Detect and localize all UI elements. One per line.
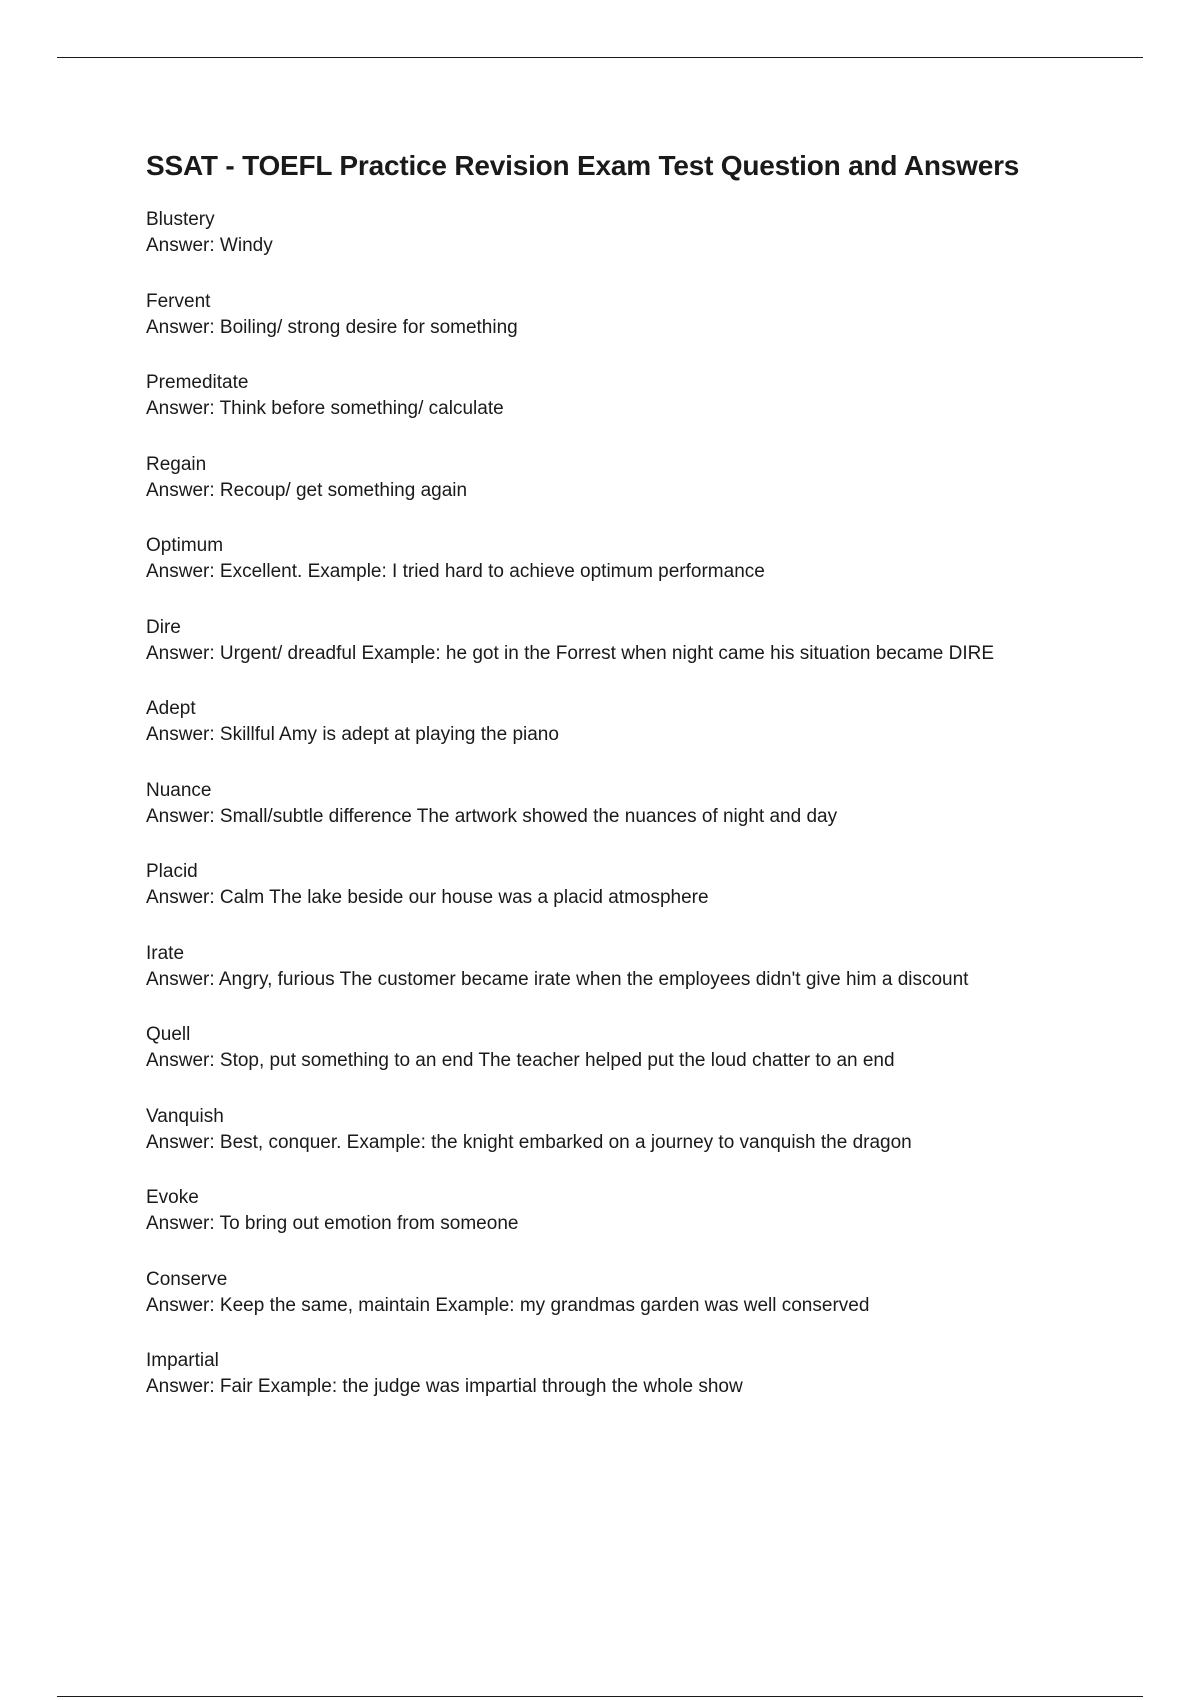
qa-item [146, 859, 1106, 941]
top-rule [57, 57, 1143, 58]
qa-answer: Answer: Boiling/ strong desire for something [146, 316, 518, 338]
qa-answer: Answer: Small/subtle difference The artwork showed the nuances of night and day [146, 805, 838, 827]
qa-term: Impartial [146, 1350, 219, 1371]
qa-answer: Answer: To bring out emotion from someone [146, 1213, 519, 1234]
qa-item [146, 1267, 1106, 1349]
qa-answer: Answer: Excellent. Example: I tried hard to achieve optimum performance [146, 561, 765, 582]
document-title: SSAT - TOEFL Practice Revision Exam Test Question and Answers [146, 150, 1020, 181]
qa-item [146, 696, 1106, 778]
qa-item [146, 1104, 1106, 1186]
qa-item [146, 370, 1106, 452]
qa-answer: Answer: Windy [146, 235, 273, 256]
qa-list [146, 207, 1106, 1430]
qa-item [146, 941, 1106, 1023]
qa-answer: Answer: Urgent/ dreadful Example: he got in the Forrest when night came his situation became DIRE [146, 642, 995, 664]
qa-answer: Answer: Stop, put something to an end The teacher helped put the loud chatter to an end [146, 1050, 895, 1071]
document-body [146, 148, 1106, 1430]
qa-answer: Answer: Fair Example: the judge was impartial through the whole show [146, 1376, 743, 1397]
qa-term: Irate [146, 942, 185, 964]
qa-term: Regain [146, 453, 207, 475]
qa-answer: Answer: Skillful Amy is adept at playing the piano [146, 724, 559, 745]
qa-item [146, 778, 1106, 860]
qa-item [146, 452, 1106, 534]
qa-item [146, 1022, 1106, 1104]
qa-term: Placid [146, 861, 198, 882]
qa-term: Fervent [146, 290, 211, 312]
qa-answer: Answer: Recoup/ get something again [146, 479, 468, 501]
qa-term: Premeditate [146, 372, 249, 393]
qa-term: Optimum [146, 535, 224, 556]
qa-answer: Answer: Calm The lake beside our house was a placid atmosphere [146, 887, 709, 908]
qa-answer: Answer: Best, conquer. Example: the knight embarked on a journey to vanquish the dragon [146, 1131, 912, 1153]
qa-term: Quell [146, 1024, 191, 1045]
qa-answer: Answer: Angry, furious The customer became irate when the employees didn't give him a discount [146, 968, 969, 990]
qa-term: Dire [146, 616, 181, 638]
qa-term: Vanquish [146, 1105, 224, 1127]
bottom-rule [57, 1696, 1143, 1697]
qa-term: Evoke [146, 1187, 199, 1208]
qa-item [146, 615, 1106, 697]
qa-term: Nuance [146, 779, 212, 801]
qa-item [146, 533, 1106, 615]
qa-item [146, 207, 1106, 289]
qa-item [146, 1185, 1106, 1267]
qa-term: Blustery [146, 209, 215, 230]
qa-term: Adept [146, 698, 196, 719]
qa-item [146, 289, 1106, 371]
qa-answer: Answer: Think before something/ calculate [146, 398, 504, 419]
qa-item [146, 1348, 1106, 1430]
qa-term: Conserve [146, 1268, 228, 1290]
qa-answer: Answer: Keep the same, maintain Example: my grandmas garden was well conserved [146, 1294, 870, 1316]
